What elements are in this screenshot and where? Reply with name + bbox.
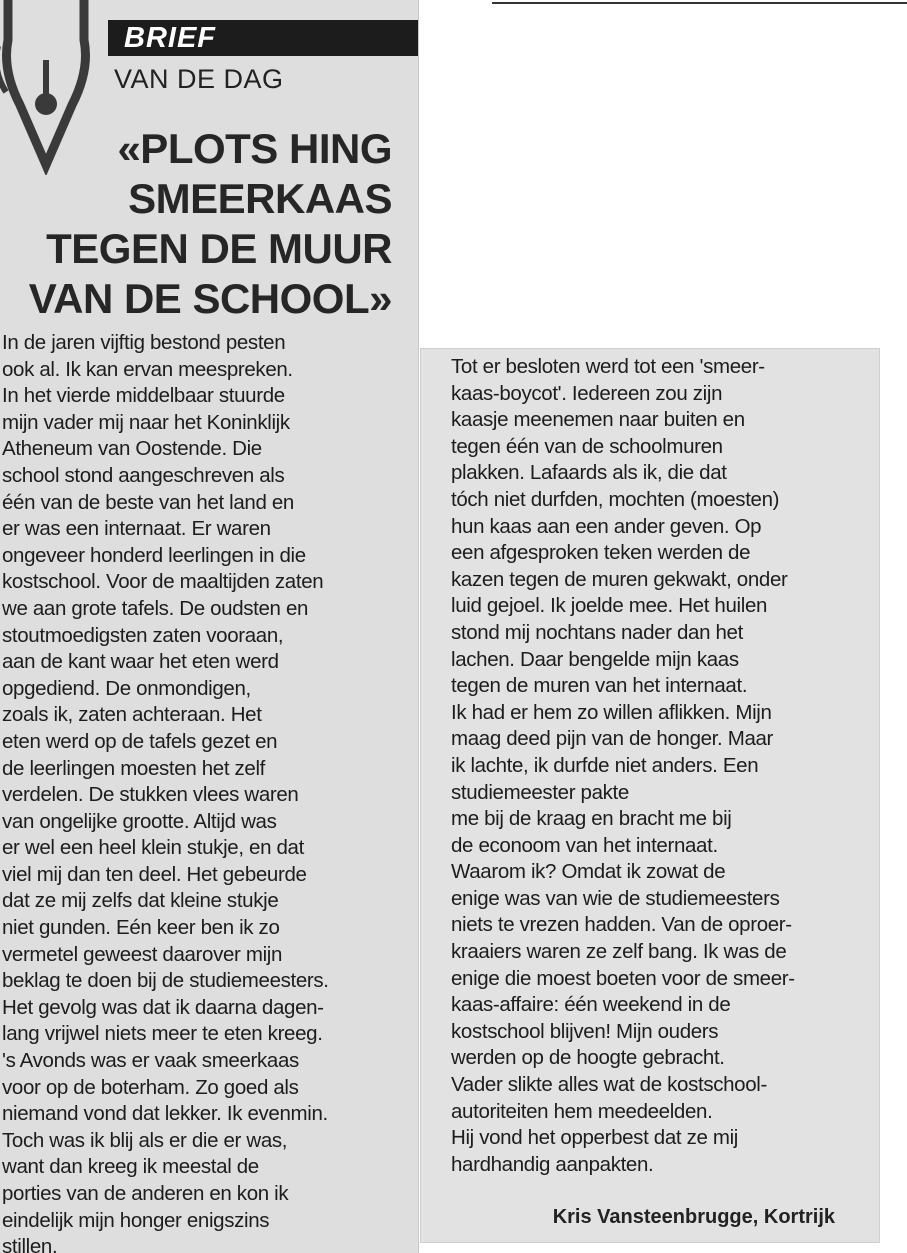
article-line: kaasje meenemen naar buiten en bbox=[451, 408, 745, 432]
article-line: kaas-boycot'. Iedereen zou zijn bbox=[451, 381, 723, 405]
top-rule bbox=[492, 2, 907, 4]
article-line: ik lachte, ik durfde niet anders. Een bbox=[451, 753, 759, 777]
article-line: kazen tegen de muren gekwakt, onder bbox=[451, 567, 788, 591]
article-line: school stond aangeschreven als bbox=[2, 463, 285, 487]
article-line: Tot er besloten werd tot een 'smeer- bbox=[451, 355, 765, 378]
article-line: 's Avonds was er vaak smeerkaas bbox=[2, 1049, 299, 1073]
headline-line: TEGEN DE MUUR bbox=[46, 225, 392, 272]
article-line: van ongelijke grootte. Altijd was bbox=[2, 809, 277, 833]
article-line: Vader slikte alles wat de kostschool- bbox=[451, 1073, 767, 1097]
headline-line: VAN DE SCHOOL» bbox=[28, 275, 392, 322]
article-line: de econoom van het internaat. bbox=[451, 833, 718, 857]
headline-line: SMEERKAAS bbox=[128, 175, 392, 222]
headline-line: «PLOTS HING bbox=[117, 125, 392, 172]
article-line: hardhandig aanpakten. bbox=[451, 1152, 654, 1176]
article-line: lang vrijwel niets meer te eten kreeg. bbox=[2, 1022, 323, 1046]
article-line: we aan grote tafels. De oudsten en bbox=[2, 596, 309, 620]
article-line: Het gevolg was dat ik daarna dagen- bbox=[2, 995, 324, 1019]
article-line: Ik had er hem zo willen aflikken. Mijn bbox=[451, 700, 772, 724]
article-line: aan de kant waar het eten werd bbox=[2, 650, 279, 674]
article-line: tóch niet durfden, mochten (moesten) bbox=[451, 487, 780, 511]
article-line: werden op de hoogte gebracht. bbox=[451, 1046, 725, 1070]
article-line: zoals ik, zaten achteraan. Het bbox=[2, 703, 262, 727]
article-line: vermetel geweest daarover mijn bbox=[2, 942, 283, 966]
article-line: er wel een heel klein stukje, en dat bbox=[2, 836, 304, 860]
article-line: porties van de anderen en kon ik bbox=[2, 1182, 289, 1205]
article-line: viel mij dan ten deel. Het gebeurde bbox=[2, 862, 307, 886]
article-line: In de jaren vijftig bestond pesten bbox=[2, 331, 286, 354]
article-line: dat ze mij zelfs dat kleine stukje bbox=[2, 889, 279, 913]
article-line: mijn vader mij naar het Koninklijk bbox=[2, 410, 290, 434]
article-line: kostschool. Voor de maaltijden zaten bbox=[2, 570, 324, 594]
clipping-right bbox=[420, 348, 880, 1243]
article-line: stond mij nochtans nader dan het bbox=[451, 620, 743, 644]
article-body-left bbox=[2, 330, 412, 1253]
article-line: beklag te doen bij de studiemeesters. bbox=[2, 969, 329, 993]
article-line: maag deed pijn van de honger. Maar bbox=[451, 727, 774, 751]
article-line: verdelen. De stukken vlees waren bbox=[2, 783, 299, 807]
article-line: kraaiers waren ze zelf bang. Ik was de bbox=[451, 940, 787, 964]
article-line: Waarom ik? Omdat ik zowat de bbox=[451, 860, 726, 884]
article-line: eten werd op de tafels gezet en bbox=[2, 729, 278, 753]
article-line: hun kaas aan een ander geven. Op bbox=[451, 514, 762, 538]
article-body-right bbox=[451, 354, 871, 1178]
subsection-label: VAN DE DAG bbox=[114, 64, 284, 94]
article-line: een afgesproken teken werden de bbox=[451, 541, 751, 565]
article-line: opgediend. De onmondigen, bbox=[2, 676, 251, 700]
article-line: lachen. Daar bengelde mijn kaas bbox=[451, 647, 739, 671]
article-line: enige was van wie de studiemeesters bbox=[451, 886, 780, 910]
section-label: BRIEF bbox=[124, 22, 216, 54]
article-line: Toch was ik blij als er die er was, bbox=[2, 1128, 288, 1152]
headline bbox=[2, 124, 392, 324]
article-line: kostschool blijven! Mijn ouders bbox=[451, 1019, 719, 1043]
article-line: luid gejoel. Ik joelde mee. Het huilen bbox=[451, 594, 768, 618]
article-line: kaas-affaire: één weekend in de bbox=[451, 993, 731, 1017]
article-line: me bij de kraag en bracht me bij bbox=[451, 807, 732, 831]
article-line: de leerlingen moesten het zelf bbox=[2, 756, 266, 780]
article-line: eindelijk mijn honger enigszins bbox=[2, 1208, 270, 1232]
article-line: ongeveer honderd leerlingen in die bbox=[2, 543, 306, 567]
author-signature: Kris Vansteenbrugge, Kortrijk bbox=[552, 1206, 835, 1228]
article-line: er was een internaat. Er waren bbox=[2, 517, 271, 541]
article-line: tegen de muren van het internaat. bbox=[451, 674, 748, 698]
article-line: voor op de boterham. Zo goed als bbox=[2, 1075, 299, 1099]
article-line: Hij vond het opperbest dat ze mij bbox=[451, 1126, 739, 1150]
article-line: ook al. Ik kan ervan meespreken. bbox=[2, 357, 293, 381]
article-line: studiemeester pakte bbox=[451, 780, 629, 804]
article-line: enige die moest boeten voor de smeer- bbox=[451, 966, 795, 990]
article-line: autoriteiten hem meedeelden. bbox=[451, 1099, 713, 1123]
article-line: niets te vrezen hadden. Van de oproer- bbox=[451, 913, 792, 937]
article-line: niet gunden. Eén keer ben ik zo bbox=[2, 916, 280, 940]
clipping-left bbox=[0, 0, 419, 1253]
article-line: niemand vond dat lekker. Ik evenmin. bbox=[2, 1102, 328, 1126]
article-line: Atheneum van Oostende. Die bbox=[2, 437, 262, 461]
article-line: stillen. bbox=[2, 1235, 58, 1253]
article-line: één van de beste van het land en bbox=[2, 490, 294, 514]
article-line: tegen één van de schoolmuren bbox=[451, 434, 723, 458]
article-line: plakken. Lafaards als ik, die dat bbox=[451, 461, 727, 485]
article-line: want dan kreeg ik meestal de bbox=[2, 1155, 259, 1179]
article-line: stoutmoedigsten zaten vooraan, bbox=[2, 623, 284, 647]
article-line: In het vierde middelbaar stuurde bbox=[2, 384, 285, 408]
